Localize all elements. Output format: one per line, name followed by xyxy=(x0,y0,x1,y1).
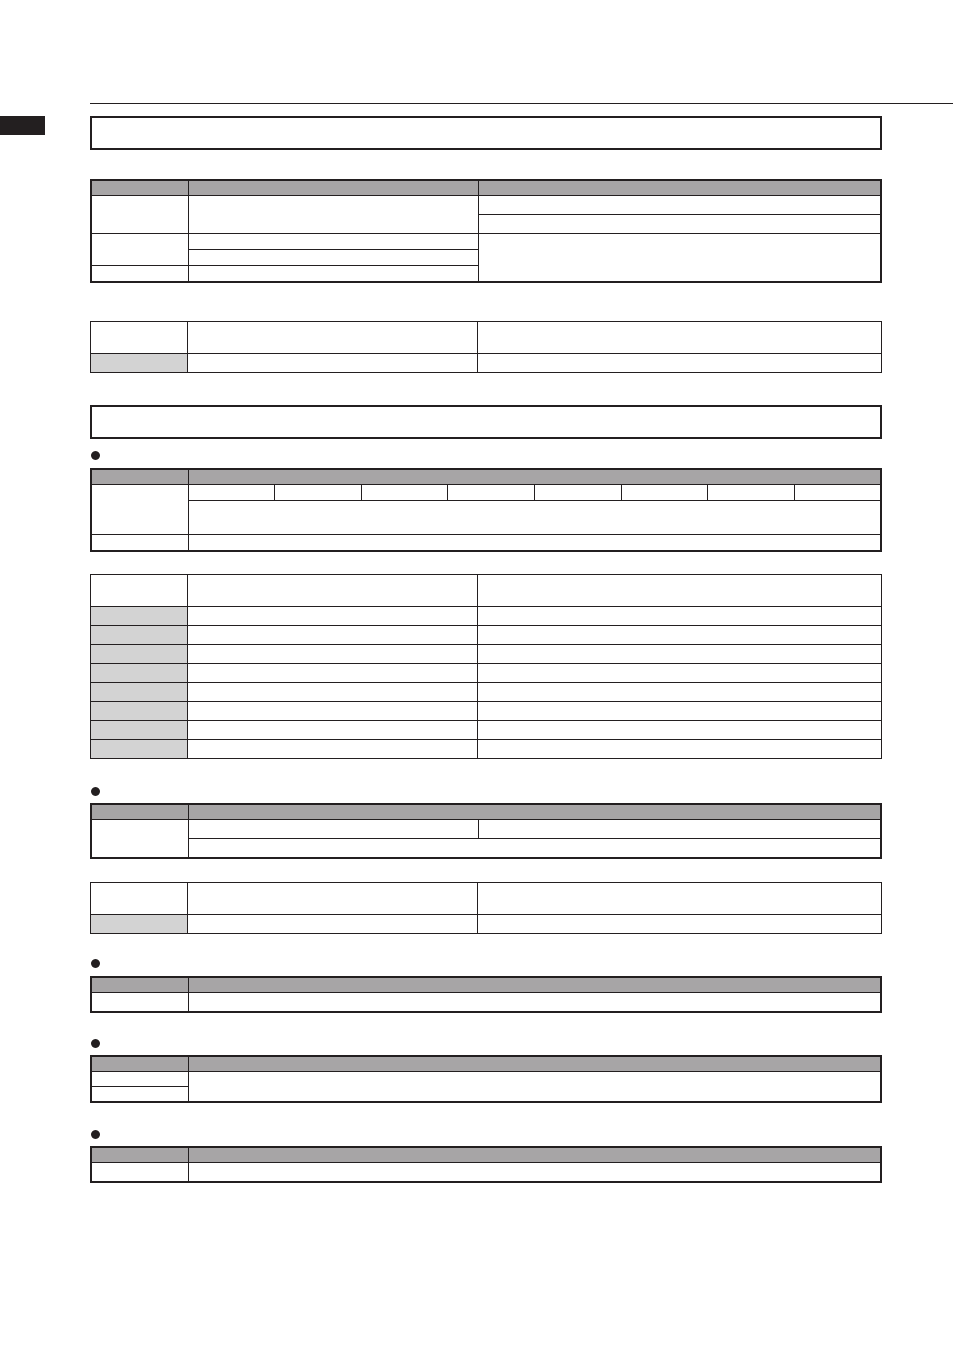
table-cell xyxy=(478,234,881,282)
bullet-4 xyxy=(91,1039,100,1048)
table-row xyxy=(91,820,881,839)
table-cell xyxy=(478,215,881,234)
table-cell xyxy=(188,820,478,839)
table-cell xyxy=(188,607,478,626)
table-row xyxy=(91,501,881,535)
bullet-5 xyxy=(91,1130,100,1139)
table-cell xyxy=(91,354,188,373)
table-cell xyxy=(91,702,188,721)
table-cell xyxy=(91,683,188,702)
table-cell xyxy=(478,575,882,607)
table-cell xyxy=(91,180,188,196)
table-cell xyxy=(188,721,478,740)
table-row xyxy=(91,322,882,354)
table-cell xyxy=(188,626,478,645)
table-row xyxy=(91,607,882,626)
table-row xyxy=(91,354,882,373)
bullet-3 xyxy=(91,959,100,968)
table-cell xyxy=(188,883,478,915)
table-row xyxy=(91,664,882,683)
table-cell xyxy=(708,485,795,501)
table-cell xyxy=(91,1147,188,1163)
table-row xyxy=(91,839,881,858)
table-cell xyxy=(794,485,881,501)
table-cell xyxy=(188,804,881,820)
table-cell xyxy=(188,322,478,354)
table-cell xyxy=(478,820,881,839)
table-7-header-row xyxy=(91,977,881,993)
table-cell xyxy=(478,322,882,354)
table-row xyxy=(91,993,881,1012)
table-cell xyxy=(188,469,881,485)
table-cell xyxy=(188,535,881,551)
section-title-box-2 xyxy=(90,405,882,439)
table-cell xyxy=(91,1087,188,1102)
table-cell xyxy=(478,180,881,196)
table-cell xyxy=(91,485,188,535)
table-cell xyxy=(188,915,478,934)
table-cell xyxy=(478,740,882,759)
table-9-header-row xyxy=(91,1147,881,1163)
table-1 xyxy=(90,179,882,283)
table-cell xyxy=(448,485,535,501)
table-row xyxy=(91,645,882,664)
table-cell xyxy=(361,485,448,501)
table-cell xyxy=(91,804,188,820)
table-cell xyxy=(188,740,478,759)
table-cell xyxy=(91,322,188,354)
table-row xyxy=(91,702,882,721)
bullet-2 xyxy=(91,787,100,796)
table-row xyxy=(91,626,882,645)
table-cell xyxy=(188,501,881,535)
table-row xyxy=(91,485,881,501)
table-9 xyxy=(90,1146,882,1183)
table-row xyxy=(91,535,881,551)
table-cell xyxy=(188,354,478,373)
table-cell xyxy=(188,993,881,1012)
table-cell xyxy=(188,196,478,234)
table-row xyxy=(91,575,882,607)
table-cell xyxy=(91,196,188,234)
table-8 xyxy=(90,1055,882,1103)
table-cell xyxy=(91,607,188,626)
table-cell xyxy=(478,702,882,721)
table-cell xyxy=(188,485,275,501)
table-cell xyxy=(188,180,478,196)
table-cell xyxy=(188,683,478,702)
table-cell xyxy=(91,1056,188,1072)
table-cell xyxy=(188,1056,881,1072)
table-cell xyxy=(188,1147,881,1163)
table-cell xyxy=(188,702,478,721)
bullet-1 xyxy=(91,451,100,460)
table-cell xyxy=(188,1072,881,1102)
table-cell xyxy=(188,645,478,664)
table-cell xyxy=(478,196,881,215)
table-6 xyxy=(90,882,882,934)
table-7 xyxy=(90,976,882,1013)
table-row xyxy=(91,234,881,250)
table-cell xyxy=(275,485,362,501)
table-3-header-row xyxy=(91,469,881,485)
table-cell xyxy=(478,683,882,702)
table-cell xyxy=(621,485,708,501)
table-2 xyxy=(90,321,882,373)
table-cell xyxy=(478,915,882,934)
table-cell xyxy=(188,234,478,250)
side-tab-marker xyxy=(0,116,45,135)
table-row xyxy=(91,683,882,702)
table-cell xyxy=(91,626,188,645)
table-cell xyxy=(478,354,882,373)
table-row xyxy=(91,1163,881,1182)
table-cell xyxy=(91,664,188,683)
table-cell xyxy=(478,645,882,664)
table-cell xyxy=(535,485,622,501)
table-8-header-row xyxy=(91,1056,881,1072)
table-cell xyxy=(91,993,188,1012)
table-cell xyxy=(91,1163,188,1182)
table-cell xyxy=(91,1072,188,1087)
table-4 xyxy=(90,574,882,759)
table-cell xyxy=(91,977,188,993)
table-cell xyxy=(91,721,188,740)
table-cell xyxy=(188,1163,881,1182)
table-cell xyxy=(478,607,882,626)
table-cell xyxy=(188,250,478,266)
table-row xyxy=(91,721,882,740)
top-rule xyxy=(90,103,953,104)
table-cell xyxy=(478,664,882,683)
table-cell xyxy=(91,820,188,858)
table-3 xyxy=(90,468,882,552)
table-row xyxy=(91,740,882,759)
table-row xyxy=(91,883,882,915)
table-row xyxy=(91,1072,881,1087)
table-1-header-row xyxy=(91,180,881,196)
table-cell xyxy=(91,266,188,282)
table-cell xyxy=(91,469,188,485)
table-cell xyxy=(478,626,882,645)
table-row xyxy=(91,196,881,215)
table-row xyxy=(91,915,882,934)
table-cell xyxy=(188,664,478,683)
table-cell xyxy=(188,266,478,282)
table-cell xyxy=(188,977,881,993)
table-cell xyxy=(91,575,188,607)
table-cell xyxy=(91,535,188,551)
table-5 xyxy=(90,803,882,859)
table-cell xyxy=(478,721,882,740)
table-cell xyxy=(188,839,881,858)
table-cell xyxy=(91,645,188,664)
table-cell xyxy=(478,883,882,915)
table-cell xyxy=(91,740,188,759)
table-cell xyxy=(91,234,188,266)
table-cell xyxy=(91,915,188,934)
table-5-header-row xyxy=(91,804,881,820)
table-cell xyxy=(91,883,188,915)
table-cell xyxy=(188,575,478,607)
section-title-box-1 xyxy=(90,116,882,150)
